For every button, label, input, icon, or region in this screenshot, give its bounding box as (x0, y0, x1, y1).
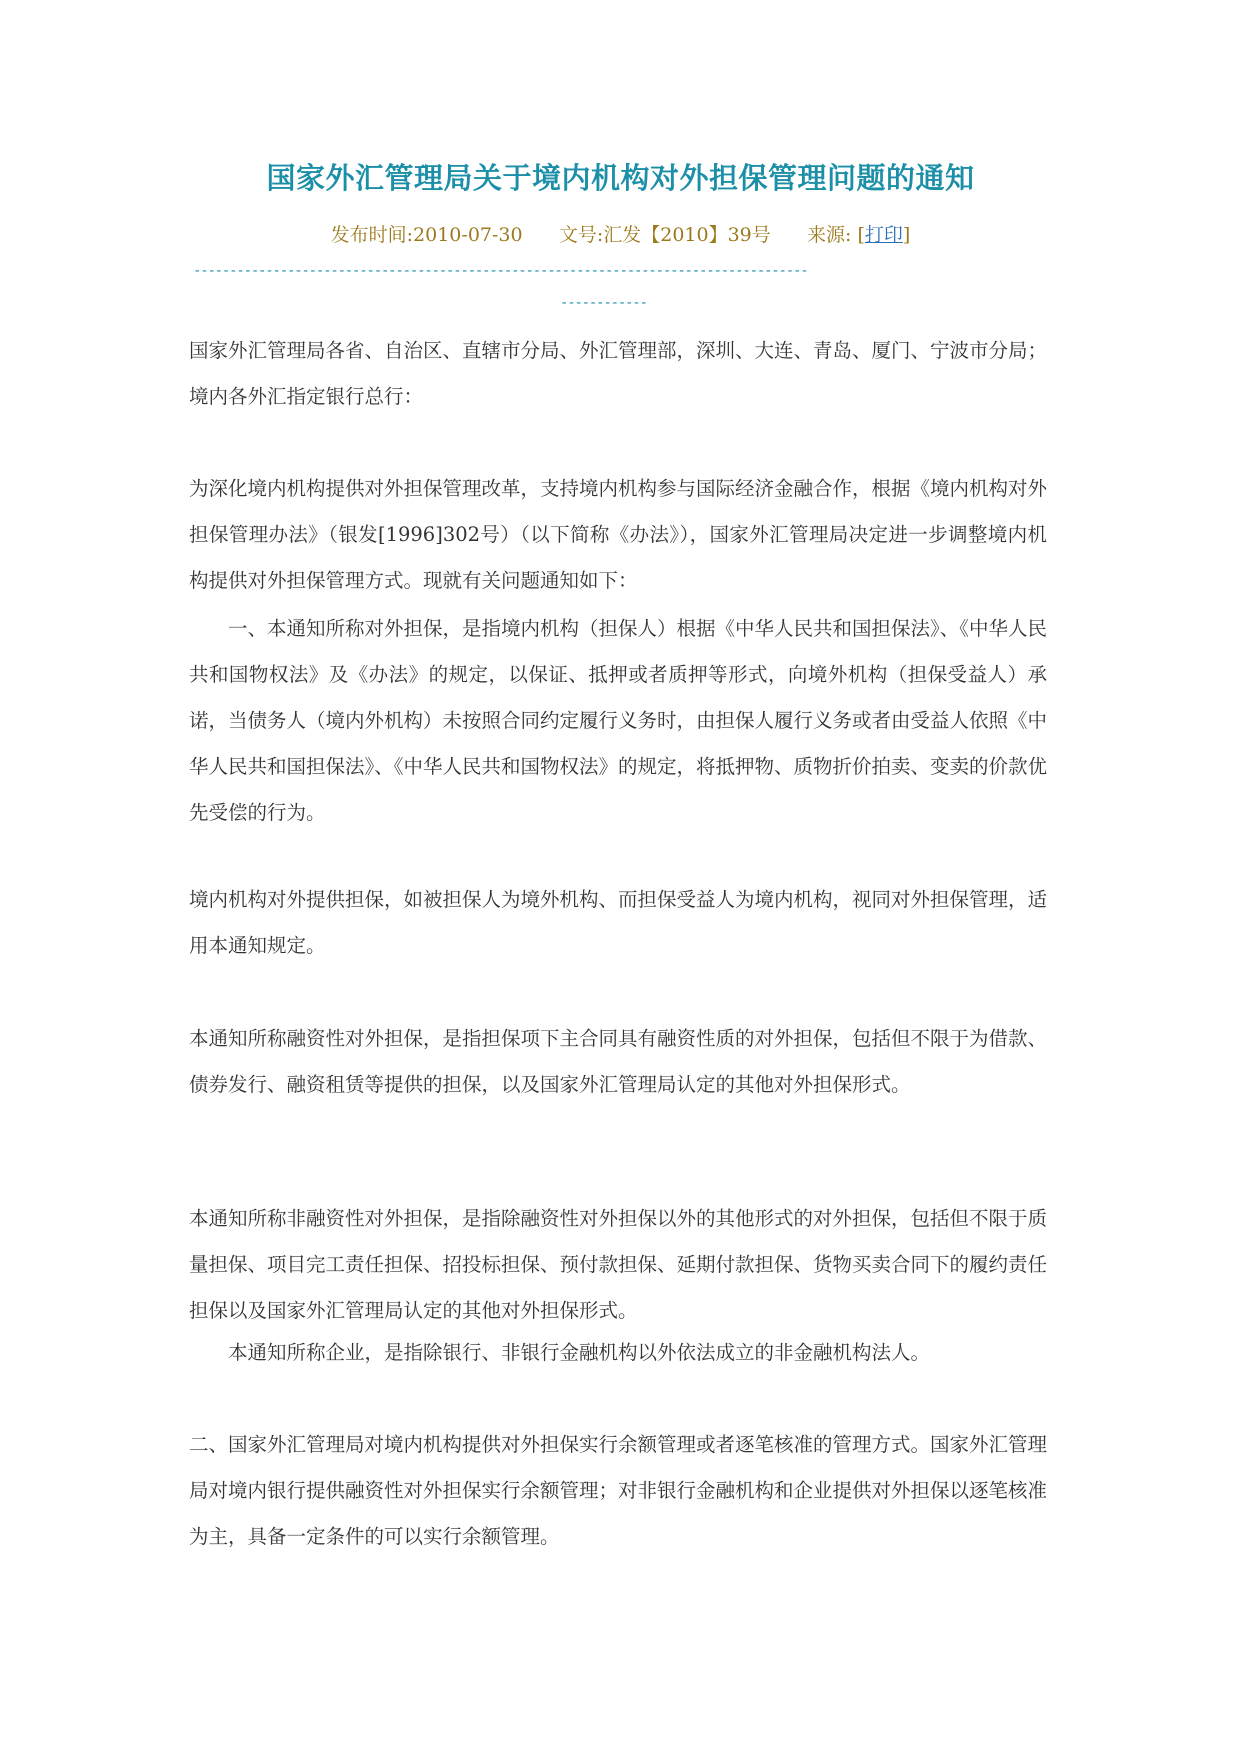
page-title: 国家外汇管理局关于境内机构对外担保管理问题的通知 (266, 161, 975, 195)
print-link[interactable]: 打印 (864, 224, 903, 246)
source-label: 来源: (807, 224, 852, 246)
section-two-paragraph: 二、国家外汇管理局对境内机构提供对外担保实行余额管理或者逐笔核准的管理方式。国家外汇管理局对境内银行提供融资性对外担保实行余额管理；对非银行金融机构和企业提供对外担保以逐笔核准为主，具备一定条件的可以实行余额管理。 (189, 1433, 1048, 1548)
section-one-paragraph: 一、本通知所称对外担保，是指境内机构（担保人）根据《中华人民共和国担保法》、《中华人民共和国物权法》及《办法》的规定，以保证、抵押或者质押等形式，向境外机构（担保受益人）承诺，当债务人（境内外机构）未按照合同约定履行义务时，由担保人履行义务或者由受益人依照《中华人民共和国担保法》、《中华人民共和国物权法》的规定，将抵押物、质物折价拍卖、变卖的价款优先受偿的行为。 (189, 617, 1048, 824)
intro-paragraph: 为深化境内机构提供对外担保管理改革，支持境内机构参与国际经济金融合作，根据《境内机构对外担保管理办法》（银发[1996]302号）（以下简称《办法》），国家外汇管理局决定进一步调整境内机构提供对外担保管理方式。现就有关问题通知如下： (189, 477, 1048, 592)
print-bracket-open: [ (857, 224, 865, 246)
enterprise-definition-paragraph: 本通知所称企业，是指除银行、非银行金融机构以外依法成立的非金融机构法人。 (189, 1341, 931, 1364)
addressee-paragraph: 国家外汇管理局各省、自治区、直辖市分局、外汇管理部，深圳、大连、青岛、厦门、宁波市分局；境内各外汇指定银行总行： (189, 339, 1048, 408)
financing-guarantee-paragraph: 本通知所称融资性对外担保，是指担保项下主合同具有融资性质的对外担保，包括但不限于为借款、债券发行、融资租赁等提供的担保，以及国家外汇管理局认定的其他对外担保形式。 (189, 1027, 1048, 1096)
separator-line: ------------------------------------------------------------------------------------- (193, 264, 808, 278)
separator-line-continued: ------------ (560, 296, 647, 310)
document-meta (0, 222, 1241, 248)
publish-time: 发布时间:2010-07-30 (330, 224, 523, 246)
domestic-guarantee-paragraph: 境内机构对外提供担保，如被担保人为境外机构、而担保受益人为境内机构，视同对外担保管理，适用本通知规定。 (189, 888, 1048, 957)
non-financing-guarantee-paragraph: 本通知所称非融资性对外担保，是指除融资性对外担保以外的其他形式的对外担保，包括但不限于质量担保、项目完工责任担保、招投标担保、预付款担保、延期付款担保、货物买卖合同下的履约责任担保以及国家外汇管理局认定的其他对外担保形式。 (189, 1207, 1048, 1322)
document-number: 文号:汇发【2010】39号 (558, 224, 771, 246)
print-bracket-close: ] (902, 224, 911, 246)
